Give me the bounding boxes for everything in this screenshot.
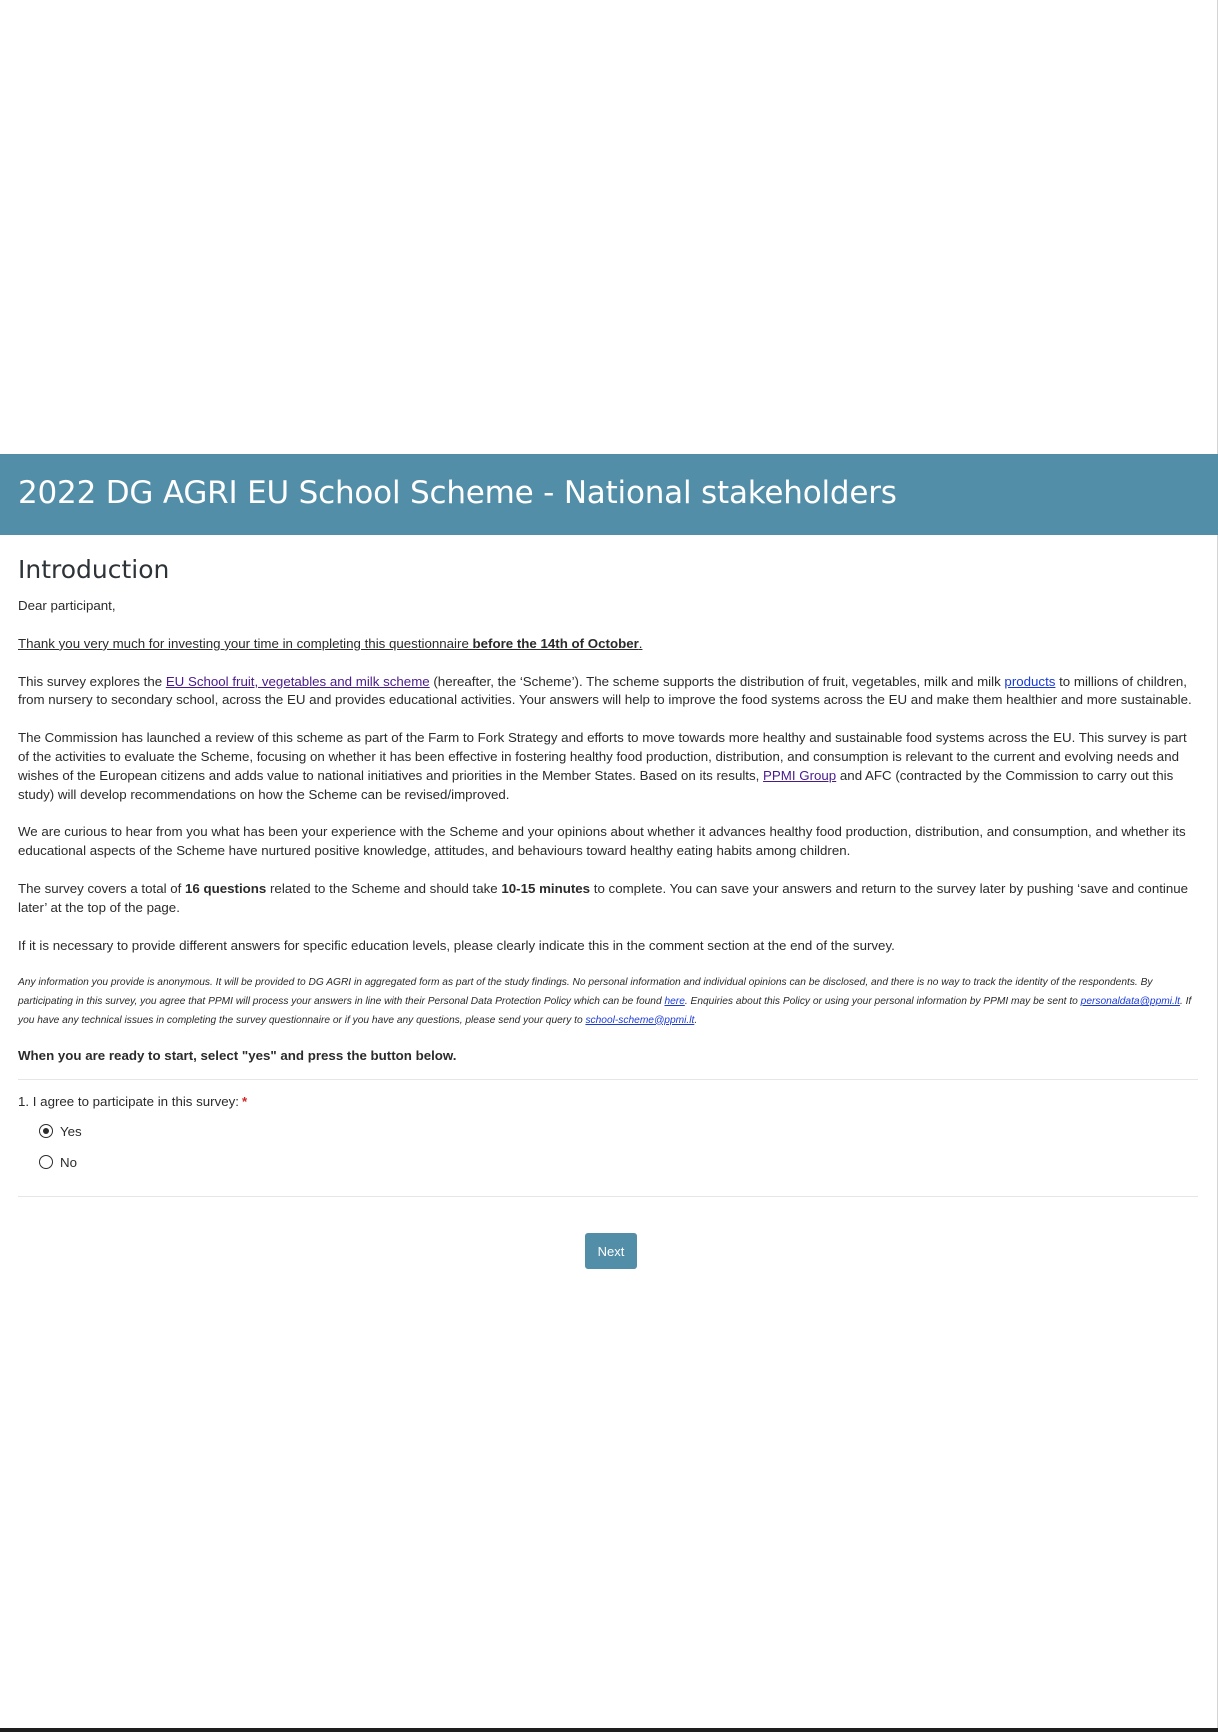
intro-section xyxy=(18,553,1198,1197)
radio-yes[interactable] xyxy=(39,1124,53,1138)
question-label: 1. I agree to participate in this survey: * xyxy=(18,1094,248,1110)
survey-title: 2022 DG AGRI EU School Scheme - National stakeholders xyxy=(18,475,897,511)
survey-header xyxy=(0,454,1218,535)
scheme-link[interactable]: EU School fruit, vegetables and milk scheme xyxy=(165,673,430,689)
next-button[interactable]: Next xyxy=(585,1233,637,1269)
radio-no[interactable] xyxy=(39,1155,53,1169)
page-bottom-border xyxy=(0,1728,1218,1732)
option-yes[interactable] xyxy=(39,1120,1198,1142)
option-no[interactable] xyxy=(39,1151,1198,1173)
intro-paragraph-4: The survey covers a total of 16 questions related to the Scheme and should take 10-15 minutes to complete. You can save your answers and return to the survey later by pushing ‘save and continue later’ at the top of the page. xyxy=(18,880,1189,915)
support-email-link[interactable]: school-scheme@ppmi.lt xyxy=(585,1014,695,1026)
deadline-text: before the 14th of October xyxy=(472,635,639,651)
divider xyxy=(18,1196,1198,1197)
ready-instruction: When you are ready to start, select "yes" and press the button below. xyxy=(18,1048,457,1064)
duration-text: 10-15 minutes xyxy=(501,880,591,896)
required-marker: * xyxy=(242,1094,248,1110)
option-yes-label: Yes xyxy=(60,1123,82,1139)
question-count: 16 questions xyxy=(185,880,267,896)
radio-selected-dot xyxy=(43,1128,49,1134)
intro-paragraph-3: We are curious to hear from you what has been your experience with the Scheme and your opinions about whether it advances healthy food production, distribution, and consumption, and whether its educational aspects of the Scheme have nurtured positive knowledge, attitudes, and behaviours toward healthy eating habits among children. xyxy=(18,824,1186,859)
products-link[interactable]: products xyxy=(1004,673,1056,689)
thanks-text: Thank you very much for investing your time in completing this questionnaire before the 14th of October. xyxy=(18,635,643,651)
consent-question xyxy=(18,1080,1198,1196)
ppmi-group-link[interactable]: PPMI Group xyxy=(763,767,837,783)
greeting-text: Dear participant, xyxy=(18,598,116,613)
privacy-policy-link[interactable]: here xyxy=(664,995,685,1007)
privacy-notice: Any information you provide is anonymous. It will be provided to DG AGRI in aggregated form as part of the study findings. No personal information and individual opinions can be disclosed, and there is no way to track the identity of the respondents. By participating in this survey, you agree that PPMI will process your answers in line with their Personal Data Protection Policy which can be found here. Enquiries about this Policy or using your personal information by PPMI may be sent to personaldata@ppmi.lt. If you have any technical issues in completing the survey questionnaire or if you have any questions, please send your query to school-scheme@ppmi.lt. xyxy=(18,977,1192,1026)
intro-paragraph-5: If it is necessary to provide different answers for specific education levels, please clearly indicate this in the comment section at the end of the survey. xyxy=(18,937,895,953)
intro-paragraph-2: The Commission has launched a review of this scheme as part of the Farm to Fork Strategy and efforts to move towards more healthy and sustainable food systems across the EU. This survey is part of the activities to evaluate the Scheme, focusing on whether it has been effective in fostering healthy food production, distribution, and consumption is relevant to the current and evolving needs and wishes of the European citizens and adds value to national initiatives and priorities in the Member States. Based on its results, PPMI Group and AFC (contracted by the Commission to carry out this study) will develop recommendations on how the Scheme can be revised/improved. xyxy=(18,730,1187,802)
option-no-label: No xyxy=(60,1154,77,1170)
section-title: Introduction xyxy=(18,555,170,584)
intro-paragraph-1: This survey explores the EU School fruit, vegetables and milk scheme (hereafter, the ‘Scheme’). The scheme supports the distribution of fruit, vegetables, milk and milk products to millions of children, from nursery to secondary school, across the EU and provides educational activities. Your answers will help to improve the food systems across the EU and make them healthier and more sustainable. xyxy=(18,673,1192,708)
personal-data-email-link[interactable]: personaldata@ppmi.lt xyxy=(1080,995,1180,1007)
